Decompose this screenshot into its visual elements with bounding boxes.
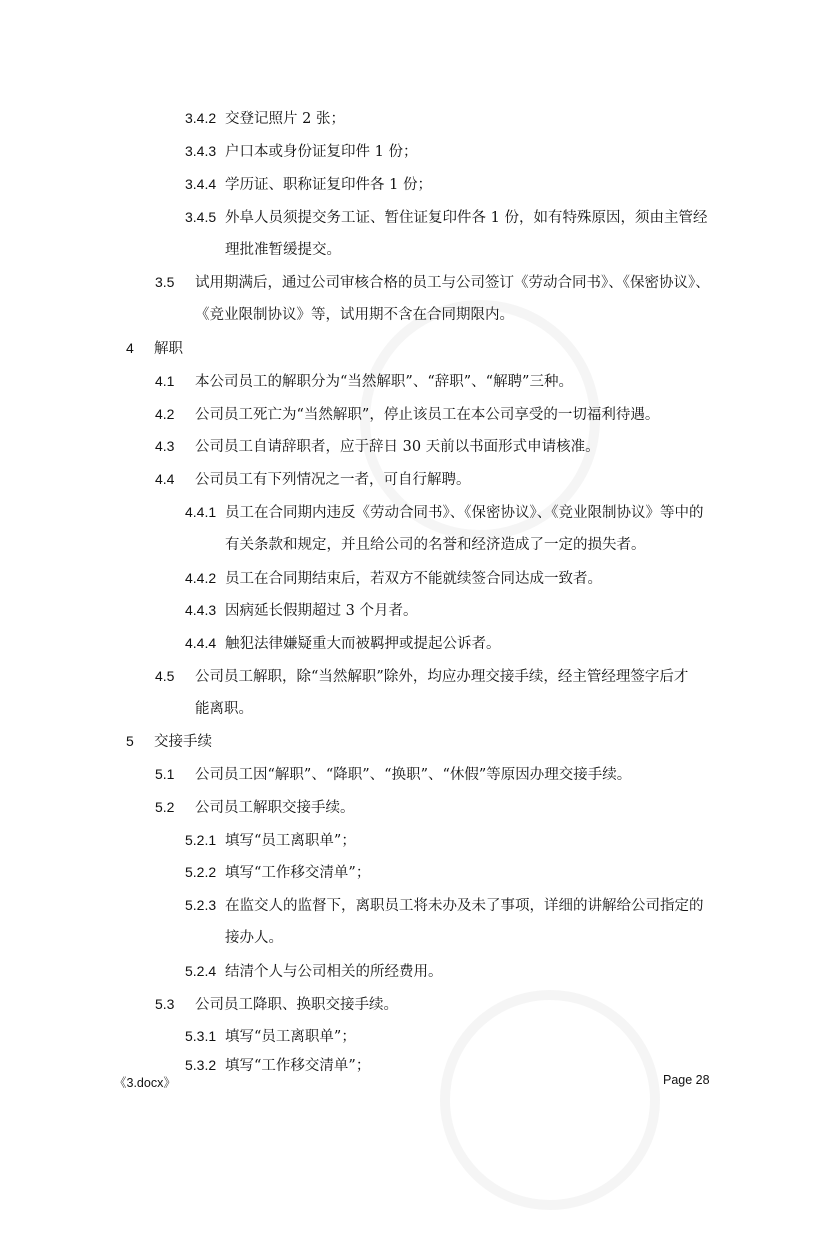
list-item (155, 797, 355, 818)
item-text-continuation: 理批准暂缓提交。 (225, 242, 341, 258)
list-item (155, 436, 600, 457)
item-number: 5 (126, 733, 134, 749)
item-number: 3.4.4 (185, 176, 217, 192)
item-number: 4.4 (155, 471, 175, 487)
item-number: 5.3 (155, 996, 175, 1012)
item-number: 5.3.2 (185, 1057, 217, 1073)
item-text: 公司员工解职交接手续。 (195, 800, 355, 816)
list-item (185, 633, 501, 654)
item-text: 交登记照片 2 张； (225, 111, 345, 127)
item-text-continuation: 《竞业限制协议》等，试用期不含在合同期限内。 (195, 307, 514, 323)
item-number: 3.4.3 (185, 143, 217, 159)
item-text-continuation: 能离职。 (195, 701, 253, 717)
item-text: 填写“工作移交清单”； (225, 1058, 371, 1074)
item-number: 4.1 (155, 373, 175, 389)
item-text: 员工在合同期结束后，若双方不能就续签合同达成一致者。 (225, 571, 602, 587)
item-number: 5.1 (155, 766, 175, 782)
footer-page-number: Page 28 (663, 1073, 710, 1087)
item-text: 公司员工因“解职”、“降职”、“换职”、“休假”等原因办理交接手续。 (195, 767, 632, 783)
item-number: 3.5 (155, 274, 175, 290)
item-number: 4.4.4 (185, 635, 217, 651)
watermark-seal-lower (397, 947, 703, 1253)
item-text: 公司员工降职、换职交接手续。 (195, 997, 398, 1013)
list-item (185, 141, 417, 162)
item-text-continuation: 有关条款和规定，并且给公司的名誉和经济造成了一定的损失者。 (225, 537, 646, 553)
list-item (155, 469, 471, 490)
item-text: 公司员工死亡为“当然解职”，停止该员工在本公司享受的一切福利待遇。 (195, 407, 660, 423)
item-text: 解职 (154, 341, 183, 357)
list-item (155, 764, 631, 785)
item-text-continuation: 接办人。 (225, 930, 283, 946)
item-number: 5.2.2 (185, 864, 217, 880)
list-item (155, 404, 659, 425)
item-number: 4 (126, 340, 134, 356)
list-item (185, 1026, 356, 1047)
item-number: 4.4.2 (185, 570, 217, 586)
item-number: 5.2.4 (185, 963, 217, 979)
footer-filename: 《3.docx》 (114, 1076, 176, 1090)
section-heading (126, 731, 212, 752)
item-number: 3.4.2 (185, 110, 217, 126)
item-text: 户口本或身份证复印件 1 份； (225, 144, 418, 160)
list-item (185, 600, 417, 621)
item-text: 填写“员工离职单”； (225, 833, 356, 849)
item-number: 5.2 (155, 799, 175, 815)
list-item (185, 830, 356, 851)
list-item (185, 174, 432, 195)
list-item (185, 568, 602, 589)
item-text: 员工在合同期内违反《劳动合同书》、《保密协议》、《竞业限制协议》等中的 (225, 505, 704, 521)
item-number: 5.2.1 (185, 832, 217, 848)
item-text: 在监交人的监督下，离职员工将未办及未了事项，详细的讲解给公司指定的 (225, 898, 704, 914)
item-text: 本公司员工的解职分为“当然解职”、“辞职”、“解聘”三种。 (195, 374, 573, 390)
list-item (185, 862, 370, 883)
list-item (155, 371, 573, 392)
list-item (155, 994, 398, 1015)
item-number: 3.4.5 (185, 209, 217, 225)
item-number: 4.2 (155, 406, 175, 422)
item-number: 5.2.3 (185, 897, 217, 913)
item-number: 4.5 (155, 668, 175, 684)
item-text: 触犯法律嫌疑重大而被羁押或提起公诉者。 (225, 636, 501, 652)
item-text: 学历证、职称证复印件各 1 份； (225, 177, 432, 193)
list-item (155, 272, 710, 293)
item-text: 填写“员工离职单”； (225, 1029, 356, 1045)
item-text: 交接手续 (154, 734, 212, 750)
item-text: 因病延长假期超过 3 个月者。 (225, 603, 418, 619)
section-heading (126, 338, 183, 359)
item-text: 填写“工作移交清单”； (225, 865, 371, 881)
list-item (185, 961, 443, 982)
list-item (185, 108, 345, 129)
item-text: 结清个人与公司相关的所经费用。 (225, 964, 443, 980)
list-item (185, 895, 704, 916)
item-text: 公司员工自请辞职者，应于辞日 30 天前以书面形式申请核准。 (195, 439, 600, 455)
list-item (185, 502, 704, 523)
item-text: 外阜人员须提交务工证、暂住证复印件各 1 份，如有特殊原因，须由主管经 (225, 210, 708, 226)
item-number: 4.4.3 (185, 602, 217, 618)
list-item (185, 207, 707, 228)
item-number: 4.4.1 (185, 504, 217, 520)
item-text: 公司员工有下列情况之一者，可自行解聘。 (195, 472, 471, 488)
list-item (155, 666, 688, 687)
item-text: 公司员工解职，除“当然解职”除外，均应办理交接手续，经主管经理签字后才 (195, 669, 689, 685)
list-item (185, 1055, 370, 1076)
item-text: 试用期满后，通过公司审核合格的员工与公司签订《劳动合同书》、《保密协议》、 (195, 275, 710, 291)
item-number: 5.3.1 (185, 1028, 217, 1044)
item-number: 4.3 (155, 438, 175, 454)
